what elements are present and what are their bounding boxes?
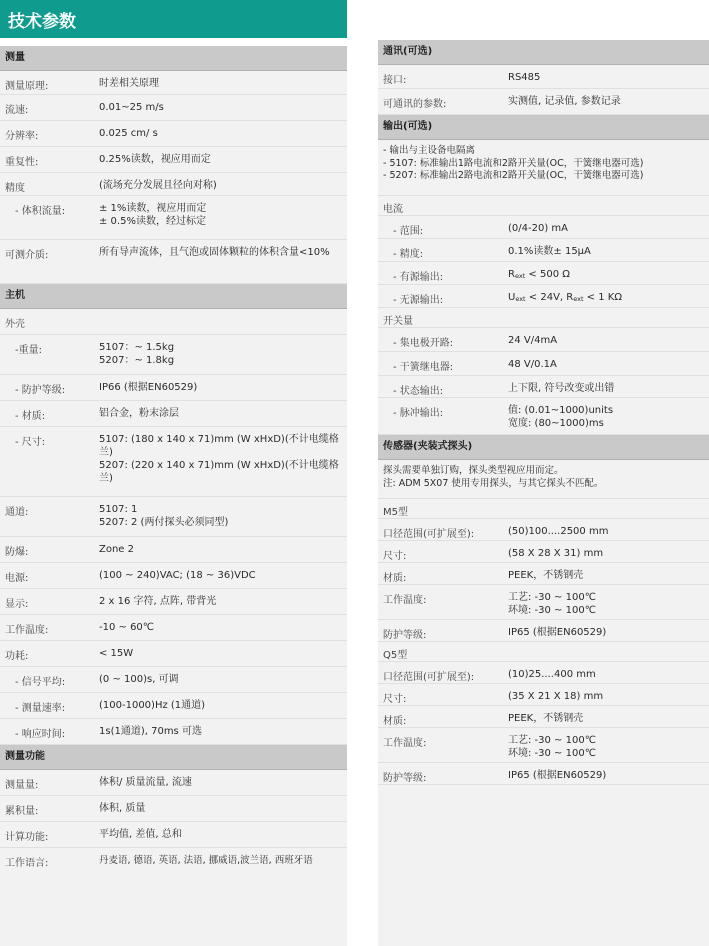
spec-label: - 干簧继电器: — [393, 362, 454, 373]
spec-value: RS485 — [508, 72, 541, 83]
spec-value — [99, 503, 341, 529]
spec-row — [0, 693, 347, 719]
spec-value-line: ± 1%读数，视应用而定 — [99, 203, 207, 214]
spec-row — [0, 563, 347, 589]
spec-label: 通道: — [5, 507, 29, 518]
spec-value — [508, 591, 703, 617]
spec-label: 分辨率: — [5, 131, 39, 142]
spec-row — [378, 728, 709, 763]
spec-row — [0, 196, 347, 240]
spec-label: 外壳 — [5, 319, 25, 330]
spec-label: 可通讯的参数: — [383, 99, 447, 110]
spec-label: - 尺寸: — [15, 437, 46, 448]
spec-row — [0, 848, 347, 874]
spec-value-line: 值: (0.01~1000)units — [508, 405, 614, 416]
spec-label: - 体积流量: — [15, 206, 66, 217]
spec-label: 尺寸: — [383, 694, 407, 705]
section-header-sensor: 传感器(夹装式探头) — [378, 435, 709, 460]
spec-row — [0, 121, 347, 147]
spec-row — [0, 667, 347, 693]
spec-label: 测量原理: — [5, 81, 49, 92]
left-column — [0, 46, 347, 946]
section-header-main-unit: 主机 — [0, 284, 347, 309]
spec-label: - 脉冲输出: — [393, 408, 444, 419]
spec-label: 累积量: — [5, 806, 39, 817]
spec-row — [378, 89, 709, 115]
spec-value-line: 5107：~ 1.5kg — [99, 342, 175, 353]
spec-label: 工作温度: — [383, 595, 427, 606]
spec-value — [508, 291, 703, 306]
spec-value: (10)25....400 mm — [508, 669, 596, 680]
spec-label: 工作语言: — [5, 858, 49, 869]
spec-value — [508, 268, 703, 283]
spec-row — [378, 563, 709, 585]
spec-row — [0, 822, 347, 848]
spec-value — [99, 202, 341, 228]
spec-row — [0, 770, 347, 796]
spec-row — [0, 95, 347, 121]
spec-label: 尺寸: — [383, 551, 407, 562]
spec-row — [0, 335, 347, 375]
spec-value-line: 宽度: (80~1000)ms — [508, 418, 604, 429]
spec-row — [378, 65, 709, 89]
spec-value-line: 5207: (220 x 140 x 71)mm (W xHxD)(不计电缆格兰) — [99, 460, 339, 484]
spec-label: - 有源输出: — [393, 272, 444, 283]
spec-value: (100-1000)Hz (1通道) — [99, 700, 206, 711]
spec-row — [0, 147, 347, 173]
spec-row — [378, 376, 709, 398]
spec-row — [0, 589, 347, 615]
spec-label: 工作温度: — [383, 738, 427, 749]
spec-label: 精度 — [5, 183, 25, 194]
spec-label: - 信号平均: — [15, 677, 66, 688]
spec-value: (流场充分发展且径向对称) — [99, 180, 217, 191]
spec-label: 工作温度: — [5, 625, 49, 636]
spec-value: 丹麦语, 德语, 英语, 法语, 挪威语,波兰语, 西班牙语 — [99, 855, 313, 866]
spec-label: 可测介质: — [5, 250, 49, 261]
spec-value-line: ± 0.5%读数，经过标定 — [99, 216, 206, 227]
spec-value: PEEK，不锈钢壳 — [508, 570, 584, 581]
spec-label: 功耗: — [5, 651, 29, 662]
right-column — [378, 40, 709, 946]
note-line: - 输出与主设备电隔离 — [383, 145, 475, 156]
spec-label: - 防护等级: — [15, 385, 66, 396]
spec-value: 体积, 质量 — [99, 803, 146, 814]
value-subscript: ext — [573, 295, 584, 303]
spec-value: 铝合金，粉末涂层 — [99, 408, 179, 419]
sensor-type-label: Q5型 — [383, 650, 408, 661]
spec-row — [378, 262, 709, 285]
spec-row — [378, 239, 709, 262]
value-part: < 500 Ω — [525, 269, 570, 280]
spec-row — [0, 719, 347, 745]
spec-value-line: 工艺: -30 ~ 100℃ — [508, 592, 596, 603]
spec-row — [378, 763, 709, 785]
spec-value: 上下限, 符号改变或出错 — [508, 383, 615, 394]
spec-label: 口径范围(可扩展至): — [383, 529, 475, 540]
spec-value: 24 V/4mA — [508, 335, 558, 346]
spec-label: 开关量 — [383, 316, 413, 327]
spec-label: 测量量: — [5, 780, 39, 791]
spec-value-line: 环境: -30 ~ 100℃ — [508, 605, 596, 616]
spec-label: 电流 — [383, 204, 403, 215]
spec-value: < 15W — [99, 648, 134, 659]
spec-label: 计算功能: — [5, 832, 49, 843]
spec-row — [0, 427, 347, 497]
spec-value-line: 5207：~ 1.8kg — [99, 355, 175, 366]
spec-value: 1s(1通道), 70ms 可选 — [99, 726, 202, 737]
spec-value: 48 V/0.1A — [508, 359, 557, 370]
section-header-output: 输出(可选) — [378, 115, 709, 140]
spec-label: - 无源输出: — [393, 295, 444, 306]
spec-value: (35 X 21 X 18) mm — [508, 691, 604, 702]
spec-value: PEEK，不锈钢壳 — [508, 713, 584, 724]
spec-value-line: 5207: 2 (两付探头必须同型) — [99, 517, 229, 528]
spec-row — [378, 684, 709, 706]
spec-label: - 精度: — [393, 249, 424, 260]
note-line: - 5207: 标准输出2路电流和2路开关量(OC，干簧继电器可选) — [383, 170, 644, 181]
spec-value: (58 X 28 X 31) mm — [508, 548, 604, 559]
spec-value-line: 工艺: -30 ~ 100℃ — [508, 735, 596, 746]
spec-label: -重量: — [15, 345, 42, 356]
spec-value: IP65 (根据EN60529) — [508, 627, 607, 638]
spec-value: (50)100....2500 mm — [508, 526, 609, 537]
spec-value: 2 x 16 字符, 点阵, 带背光 — [99, 596, 217, 607]
spec-value-line: 5107: 1 — [99, 504, 138, 515]
spec-row — [0, 375, 347, 401]
value-subscript: ext — [514, 272, 526, 280]
spec-value: IP65 (根据EN60529) — [508, 770, 607, 781]
spec-row — [0, 497, 347, 537]
value-part: < 24V, R — [525, 292, 574, 303]
value-part: < 1 KΩ — [583, 292, 622, 303]
spec-value: Zone 2 — [99, 544, 134, 555]
spec-value: IP66 (根据EN60529) — [99, 382, 198, 393]
spec-row — [378, 585, 709, 620]
spec-row — [0, 71, 347, 95]
spec-row — [378, 285, 709, 308]
spec-label: - 范围: — [393, 226, 424, 237]
spec-label: - 材质: — [15, 411, 46, 422]
spec-row — [378, 308, 709, 328]
note-line: 探头需要单独订购，探头类型视应用而定。 — [383, 465, 564, 476]
spec-row — [378, 216, 709, 239]
spec-value: 所有导声流体，且气泡或固体颗粒的体积含量<10% — [99, 247, 330, 258]
spec-row — [0, 615, 347, 641]
spec-row — [378, 499, 709, 519]
spec-value: 平均值, 差值, 总和 — [99, 829, 182, 840]
spec-value: (0 ~ 100)s, 可调 — [99, 674, 179, 685]
spec-value — [508, 404, 703, 430]
spec-value: 时差相关原理 — [99, 78, 159, 89]
section-header-measurement: 测量 — [0, 46, 347, 71]
spec-row — [0, 240, 347, 284]
note-line: - 5107: 标准输出1路电流和2路开关量(OC，干簧继电器可选) — [383, 157, 644, 169]
spec-row — [0, 309, 347, 335]
spec-row — [0, 173, 347, 196]
spec-label: - 响应时间: — [15, 729, 66, 740]
spec-label: 防爆: — [5, 547, 29, 558]
sensor-notes — [378, 460, 709, 499]
output-notes — [378, 140, 709, 196]
value-part: R — [508, 269, 515, 280]
spec-value: -10 ~ 60℃ — [99, 622, 155, 633]
spec-row — [378, 352, 709, 376]
spec-label: 电源: — [5, 573, 29, 584]
spec-value: 0.25%读数，视应用而定 — [99, 154, 211, 165]
spec-label: - 测量速率: — [15, 703, 66, 714]
spec-row — [378, 519, 709, 541]
spec-value: (100 ~ 240)VAC; (18 ~ 36)VDC — [99, 570, 256, 581]
spec-value-line: 5107: (180 x 140 x 71)mm (W xHxD)(不计电缆格兰) — [99, 434, 339, 458]
value-part: U — [508, 292, 516, 303]
note-line: 注: ADM 5X07 使用专用探头，与其它探头不匹配。 — [383, 477, 604, 489]
spec-value: 0.1%读数± 15μA — [508, 246, 591, 257]
spec-row — [378, 642, 709, 662]
spec-label: 重复性: — [5, 157, 39, 168]
spec-row — [378, 662, 709, 684]
spec-row — [378, 620, 709, 642]
spec-label: - 集电极开路: — [393, 338, 454, 349]
spec-value: (0/4-20) mA — [508, 223, 568, 234]
spec-label: 显示: — [5, 599, 29, 610]
spec-value-line: 环境: -30 ~ 100℃ — [508, 748, 596, 759]
spec-row — [0, 796, 347, 822]
spec-value — [99, 341, 341, 367]
spec-label: - 状态输出: — [393, 386, 444, 397]
spec-value: 0.025 cm/ s — [99, 128, 158, 139]
spec-value: 0.01~25 m/s — [99, 102, 164, 113]
section-header-functions: 测量功能 — [0, 745, 347, 770]
sensor-type-label: M5型 — [383, 507, 408, 518]
spec-label: 接口: — [383, 75, 407, 86]
spec-value: 实测值, 记录值, 参数记录 — [508, 96, 621, 107]
spec-label: 材质: — [383, 573, 407, 584]
spec-label: 材质: — [383, 716, 407, 727]
page-title: 技术参数 — [0, 0, 347, 38]
spec-label: 防护等级: — [383, 773, 427, 784]
spec-row — [378, 196, 709, 216]
spec-row — [0, 401, 347, 427]
spec-label: 防护等级: — [383, 630, 427, 641]
spec-row — [378, 328, 709, 352]
spec-row — [378, 706, 709, 728]
spec-value — [99, 433, 341, 485]
spec-label: 口径范围(可扩展至): — [383, 672, 475, 683]
spec-label: 流速: — [5, 105, 29, 116]
section-header-communication: 通讯(可选) — [378, 40, 709, 65]
spec-row — [378, 541, 709, 563]
value-subscript: ext — [515, 295, 526, 303]
spec-row — [0, 641, 347, 667]
spec-value — [508, 734, 703, 760]
spec-value: 体积/ 质量流量, 流速 — [99, 777, 192, 788]
spec-row — [378, 398, 709, 435]
spec-row — [0, 537, 347, 563]
